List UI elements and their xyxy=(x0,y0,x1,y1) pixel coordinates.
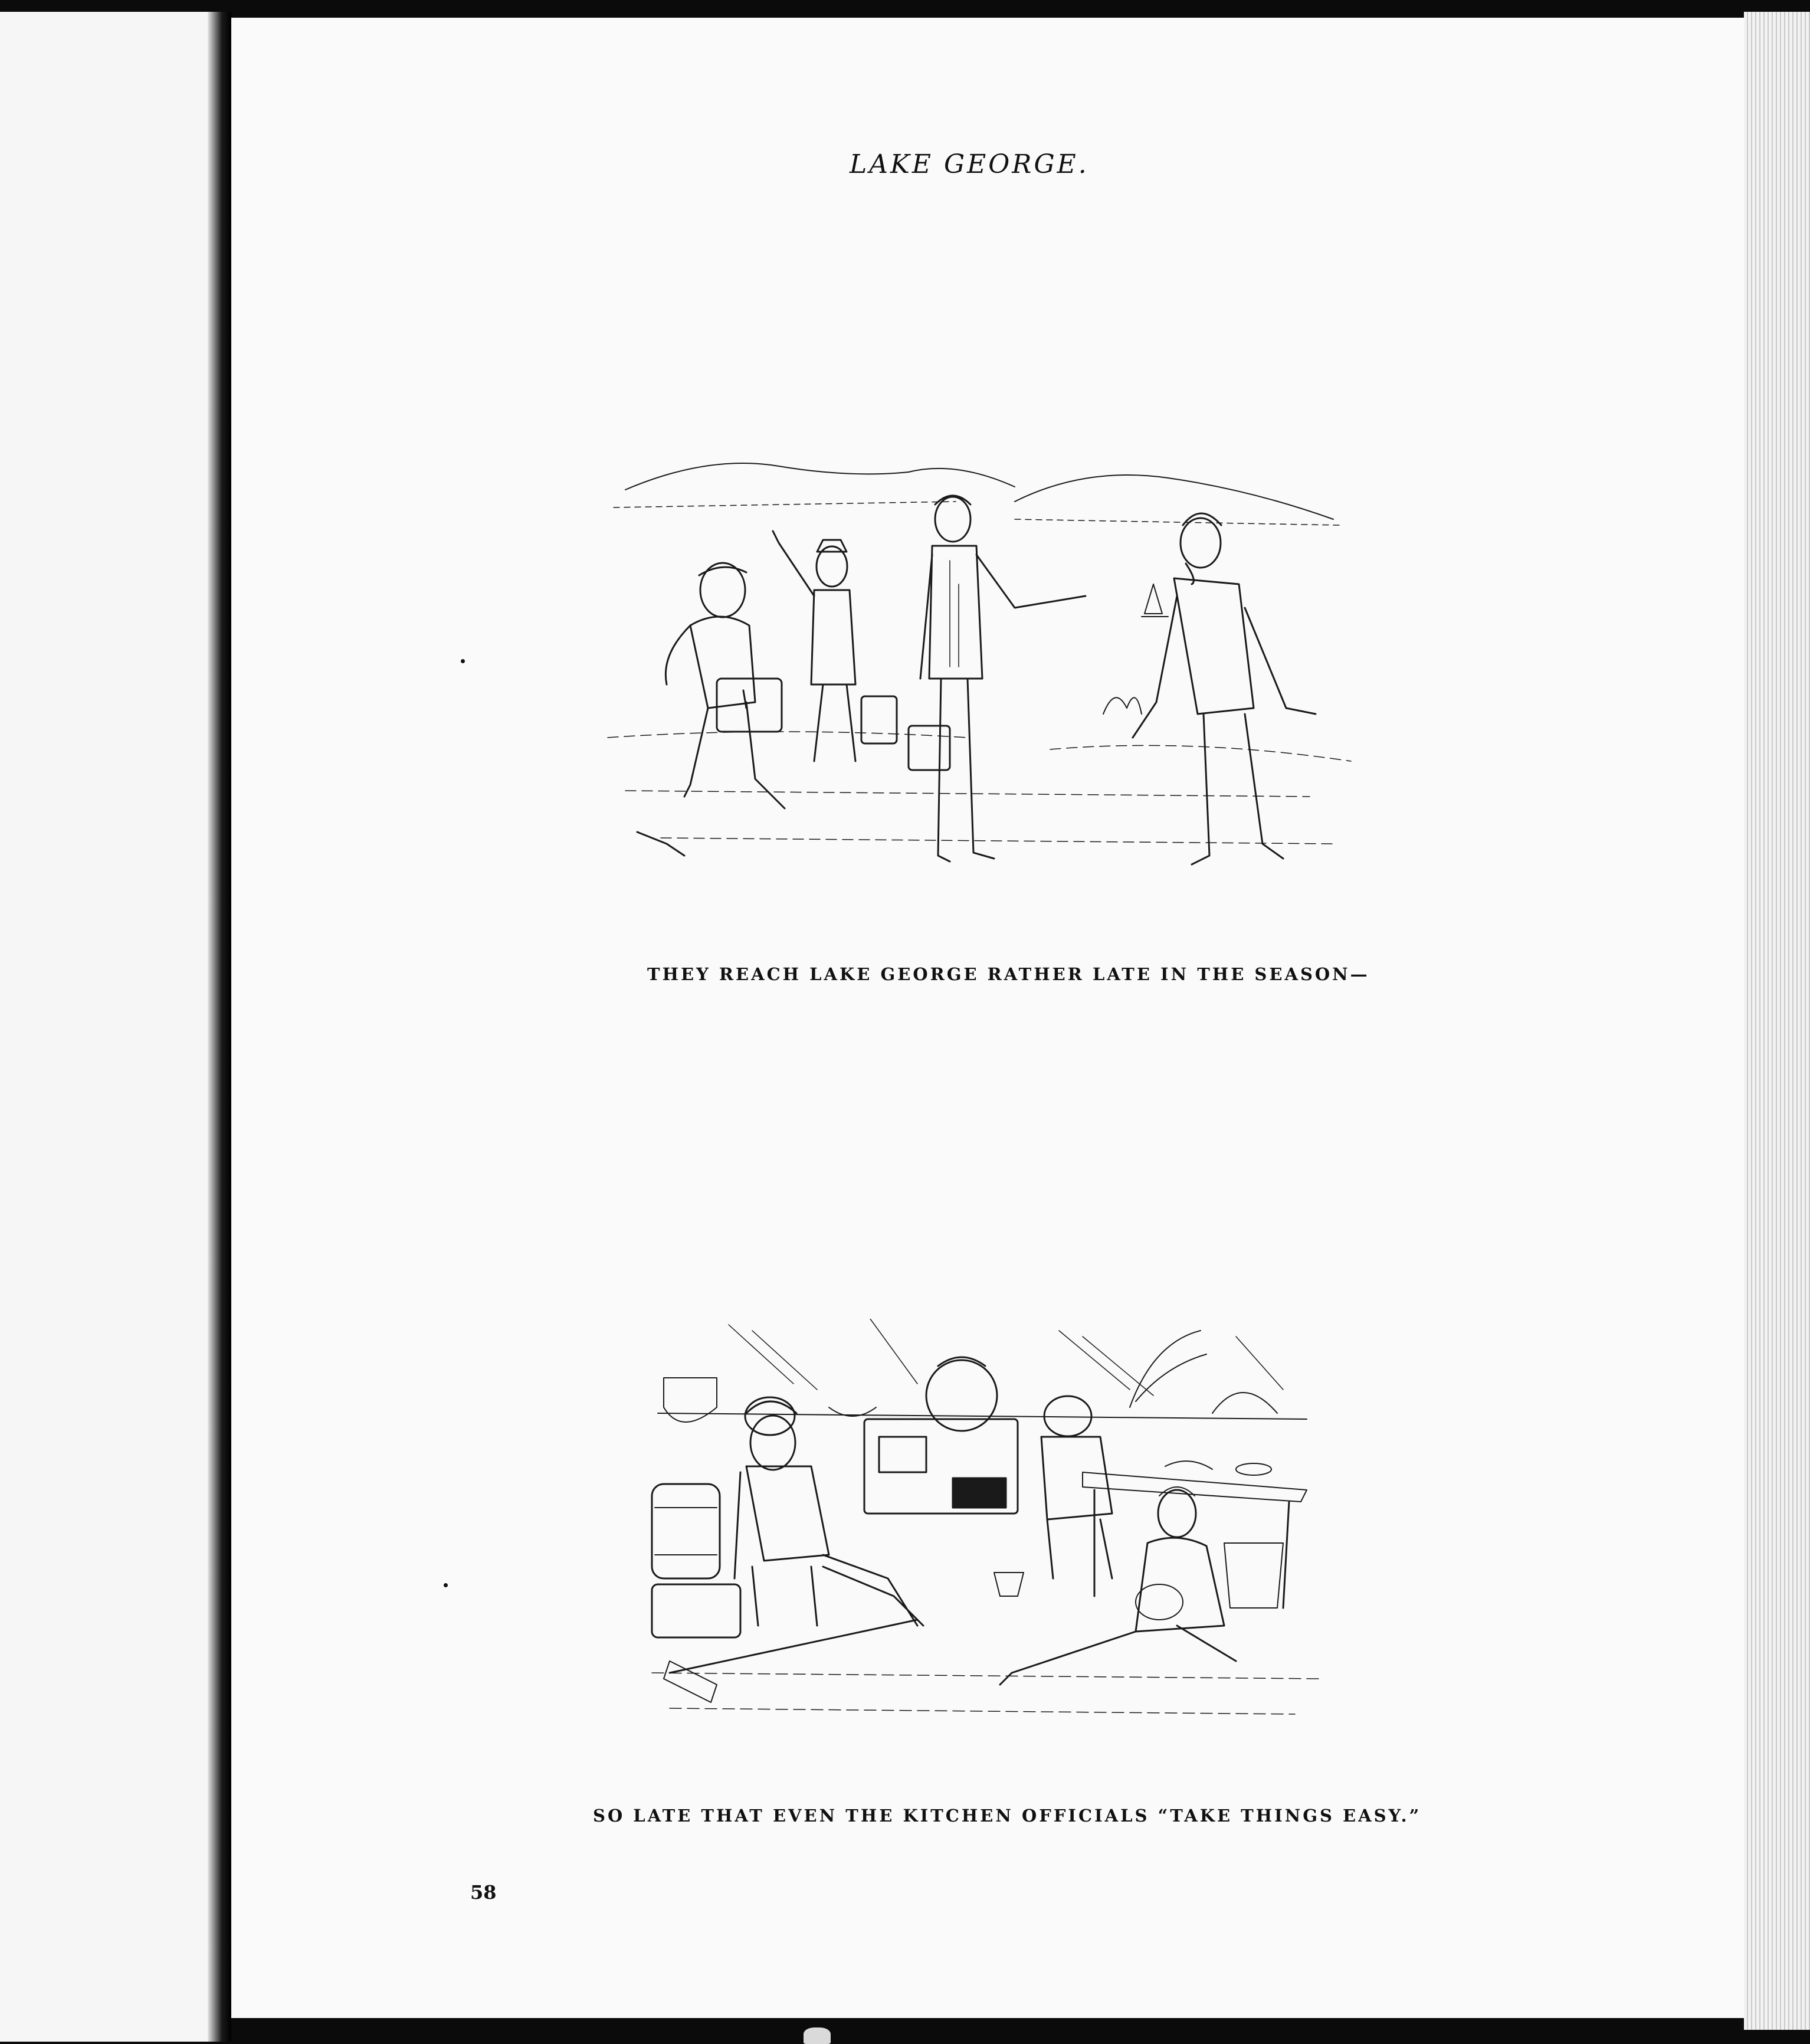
book-gutter xyxy=(208,12,231,2042)
ink-speck xyxy=(461,659,465,663)
caption-2: SO LATE THAT EVEN THE KITCHEN OFFICIALS “TAKE THINGS EASY.” xyxy=(593,1806,1422,1826)
ink-speck xyxy=(444,1583,448,1587)
running-head: LAKE GEORGE. xyxy=(850,149,1089,179)
page-edges xyxy=(1744,12,1810,2030)
engraving-travellers-arrive xyxy=(602,431,1357,903)
caption-1: THEY REACH LAKE GEORGE RATHER LATE IN THE SEASON— xyxy=(647,964,1370,984)
page-number: 58 xyxy=(470,1881,497,1904)
facing-page-left xyxy=(0,12,215,2042)
engraving-kitchen-scene xyxy=(646,1319,1324,1726)
scan-blot xyxy=(804,2027,831,2044)
